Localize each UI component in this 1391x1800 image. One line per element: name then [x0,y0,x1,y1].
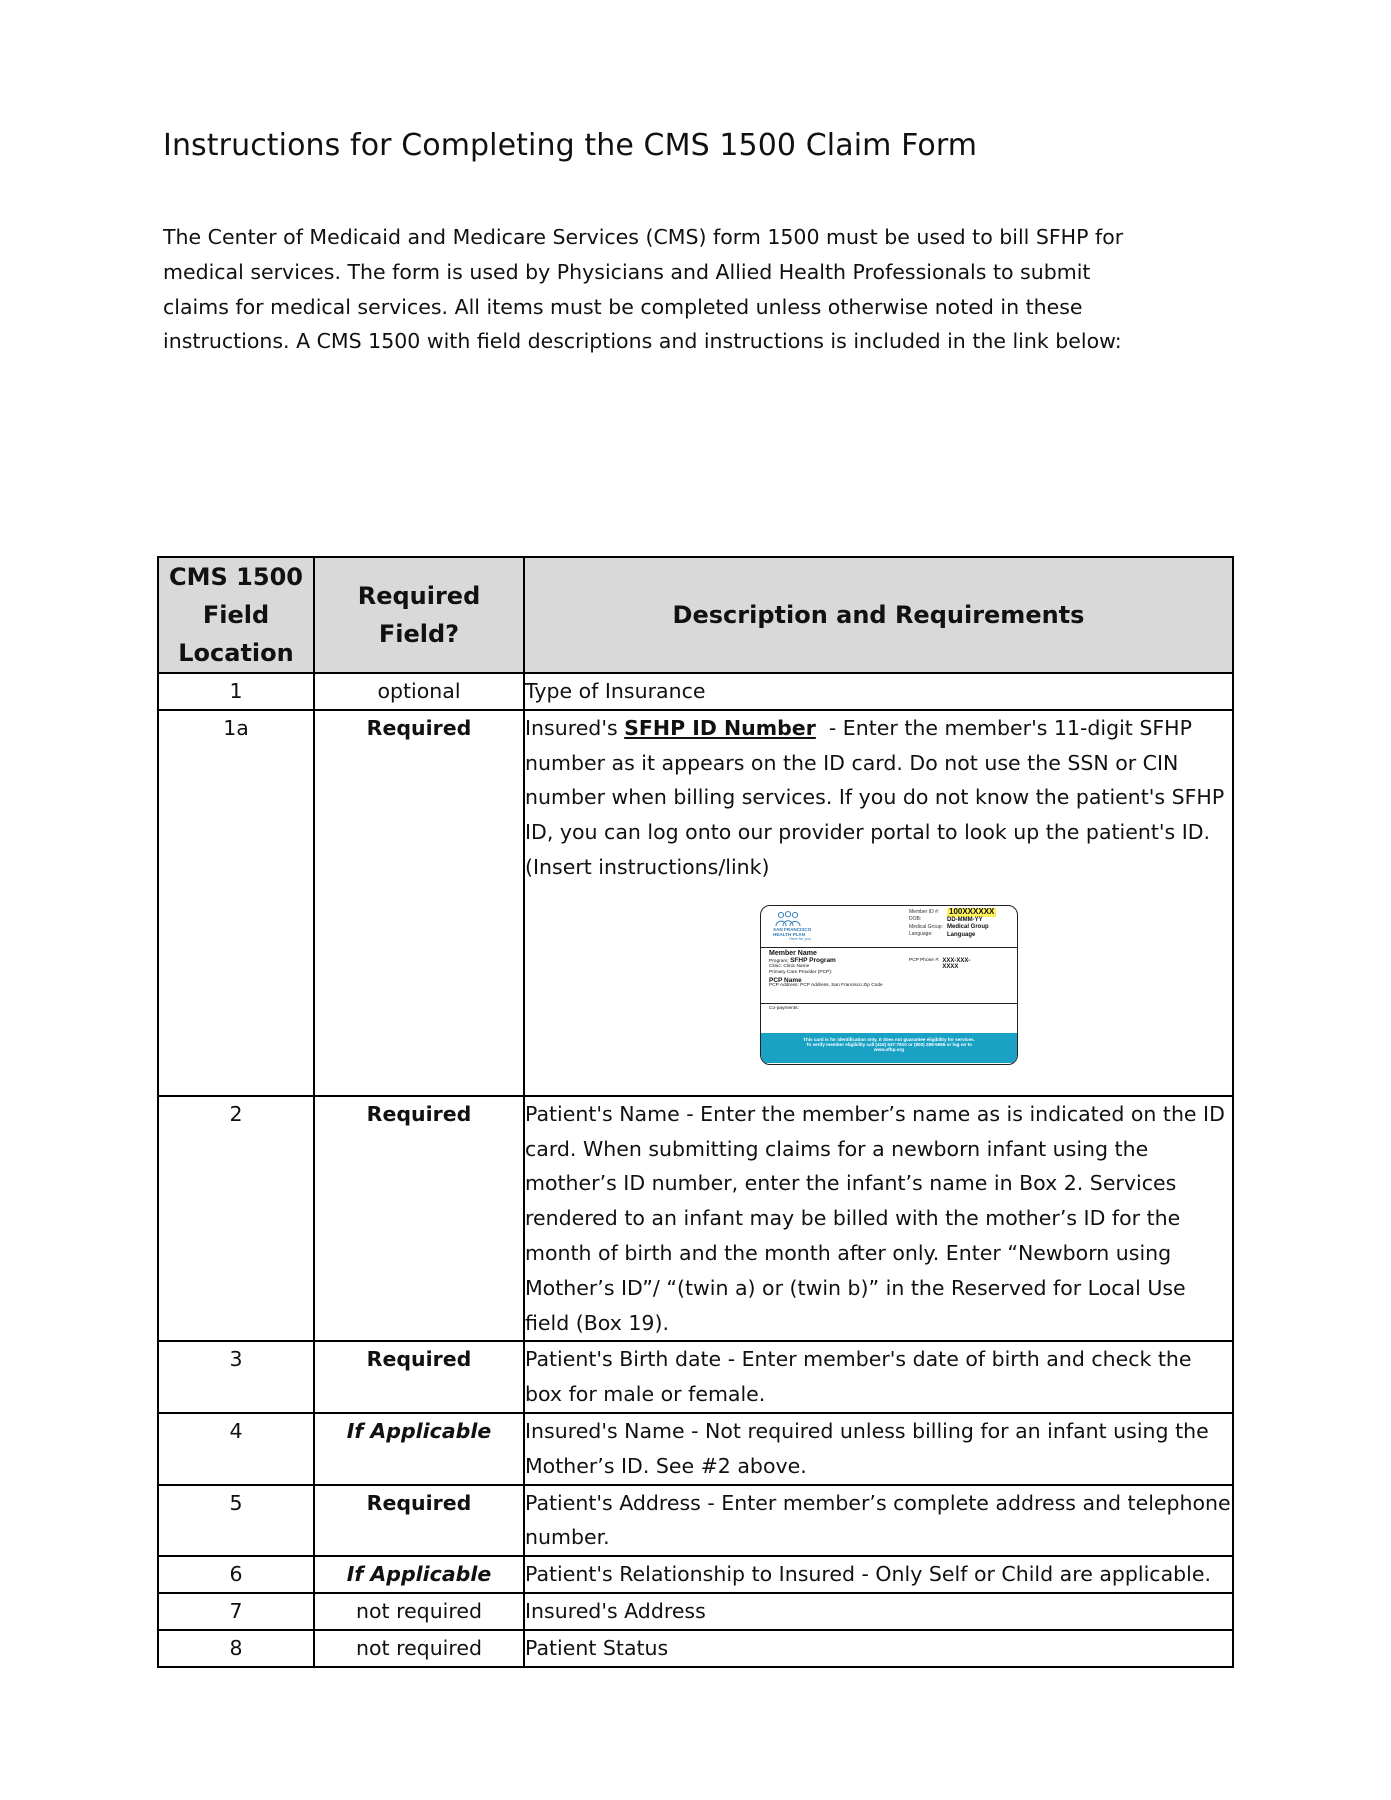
table-row [158,1485,1233,1557]
intro-paragraph [163,220,1243,359]
field-location: 1a [158,710,314,1096]
field-description: Insured's SFHP ID Number - Enter the member's 11-digit SFHP number as it appears on the ID card. Do not use the SSN or CIN number when billing services. If you do not know the patient's SFHP ID, you can log onto our provider portal to look up the patient's ID. (Insert instructions/link) SAN FRANCISCO HEALTH PLAN Here for you Member ID #: 100XXXXXX DOB: DD-MMM-YY Medical Group: Medical Group Language: Language Member Name Program: SFHP Program Clinic: Clinic Name Primary Care Provider (PCP): PCP Name PCP Address: PCP Address, San Francisco Zip Code PCP Phone #: XXX-XXX-XXXX Co-payments: This card is for identification only. It does not guarantee eligibility for services. To verify member eligibility call (415) 547-7810 or (800) 288-5555 or log on to www.sfhp.org [524,710,1233,1096]
field-description: Patient Status [524,1630,1233,1667]
required-status: Required [314,1341,524,1413]
requirements-table [157,556,1234,1668]
required-status: Required [314,1096,524,1342]
intro-line: instructions. A CMS 1500 with field descriptions and instructions is included in the link below: [163,329,1122,354]
header-description: Description and Requirements [524,557,1233,673]
field-location: 7 [158,1593,314,1630]
required-status: If Applicable [314,1413,524,1485]
member-id-card-image: SAN FRANCISCO HEALTH PLAN Here for you Member ID #: 100XXXXXX DOB: DD-MMM-YY Medical Group: Medical Group Language: Language Member Name Program: SFHP Program Clinic: Clinic Name Primary Care Provider (PCP): PCP Name PCP Address: PCP Address, San Francisco Zip Code PCP Phone #: XXX-XXX-XXXX Co-payments: This card is for identification only. It does not guarantee eligibility for services. To verify member eligibility call (415) 547-7810 or (800) 288-5555 or log on to www.sfhp.org [760,905,1018,1065]
intro-line: medical services. The form is used by Physicians and Allied Health Professionals to submit [163,259,1091,284]
required-status: If Applicable [314,1556,524,1593]
card-member-meta: Member ID #: 100XXXXXX DOB: DD-MMM-YY Medical Group: Medical Group Language: Language [909,907,995,938]
field-location: 4 [158,1413,314,1485]
card-footer-notice: This card is for identification only. It does not guarantee eligibility for services. To verify member eligibility call (415) 547-7810 or (800) 288-5555 or log on to www.sfhp.org [761,1033,1017,1063]
member-id-value: 100XXXXXX [949,907,995,917]
field-location: 1 [158,673,314,710]
required-status: Required [314,1485,524,1557]
document-title: Instructions for Completing the CMS 1500 Claim Form [163,128,978,163]
field-description: Patient's Relationship to Insured - Only Self or Child are applicable. [524,1556,1233,1593]
intro-line: The Center of Medicaid and Medicare Services (CMS) form 1500 must be used to bill SFHP for [163,225,1124,249]
field-location: 8 [158,1630,314,1667]
field-location: 3 [158,1341,314,1413]
field-location: 5 [158,1485,314,1557]
required-status: not required [314,1630,524,1667]
table-header-row [158,557,1233,673]
field-description: Insured's Address [524,1593,1233,1630]
required-status: Required [314,710,524,1096]
people-group-logo-icon [773,911,803,927]
table-row [158,1341,1233,1413]
intro-line: claims for medical services. All items must be completed unless otherwise noted in these [163,294,1083,319]
field-description: Patient's Name - Enter the member’s name as is indicated on the ID card. When submitting claims for a newborn infant using the mother’s ID number, enter the infant’s name in Box 2. Services rendered to an infant may be billed with the mother’s ID for the month of birth and the month after only. Enter “Newborn using Mother’s ID”/ “(twin a) or (twin b)” in the Reserved for Local Use field (Box 19). [524,1096,1233,1342]
table-row [158,1593,1233,1630]
field-location: 6 [158,1556,314,1593]
table-row [158,673,1233,710]
sfhp-logo: SAN FRANCISCO HEALTH PLAN Here for you [773,911,821,941]
sfhp-id-number-link[interactable]: SFHP ID Number [624,715,816,740]
field-location: 2 [158,1096,314,1342]
table-row [158,710,1233,1096]
table-row [158,1630,1233,1667]
field-description: Type of Insurance [524,673,1233,710]
table-row [158,1556,1233,1593]
id-card-figure [525,885,1232,1095]
field-description: Patient's Birth date - Enter member's date of birth and check the box for male or female. [524,1341,1233,1413]
required-status: not required [314,1593,524,1630]
header-required-field: Required Field? [314,557,524,673]
header-field-location: CMS 1500 Field Location [158,557,314,673]
field-description: Patient's Address - Enter member’s complete address and telephone number. [524,1485,1233,1557]
table-row [158,1413,1233,1485]
field-description: Insured's Name - Not required unless billing for an infant using the Mother’s ID. See #2 above. [524,1413,1233,1485]
required-status: optional [314,673,524,710]
table-row [158,1096,1233,1342]
card-member-name: Member Name [769,949,817,957]
